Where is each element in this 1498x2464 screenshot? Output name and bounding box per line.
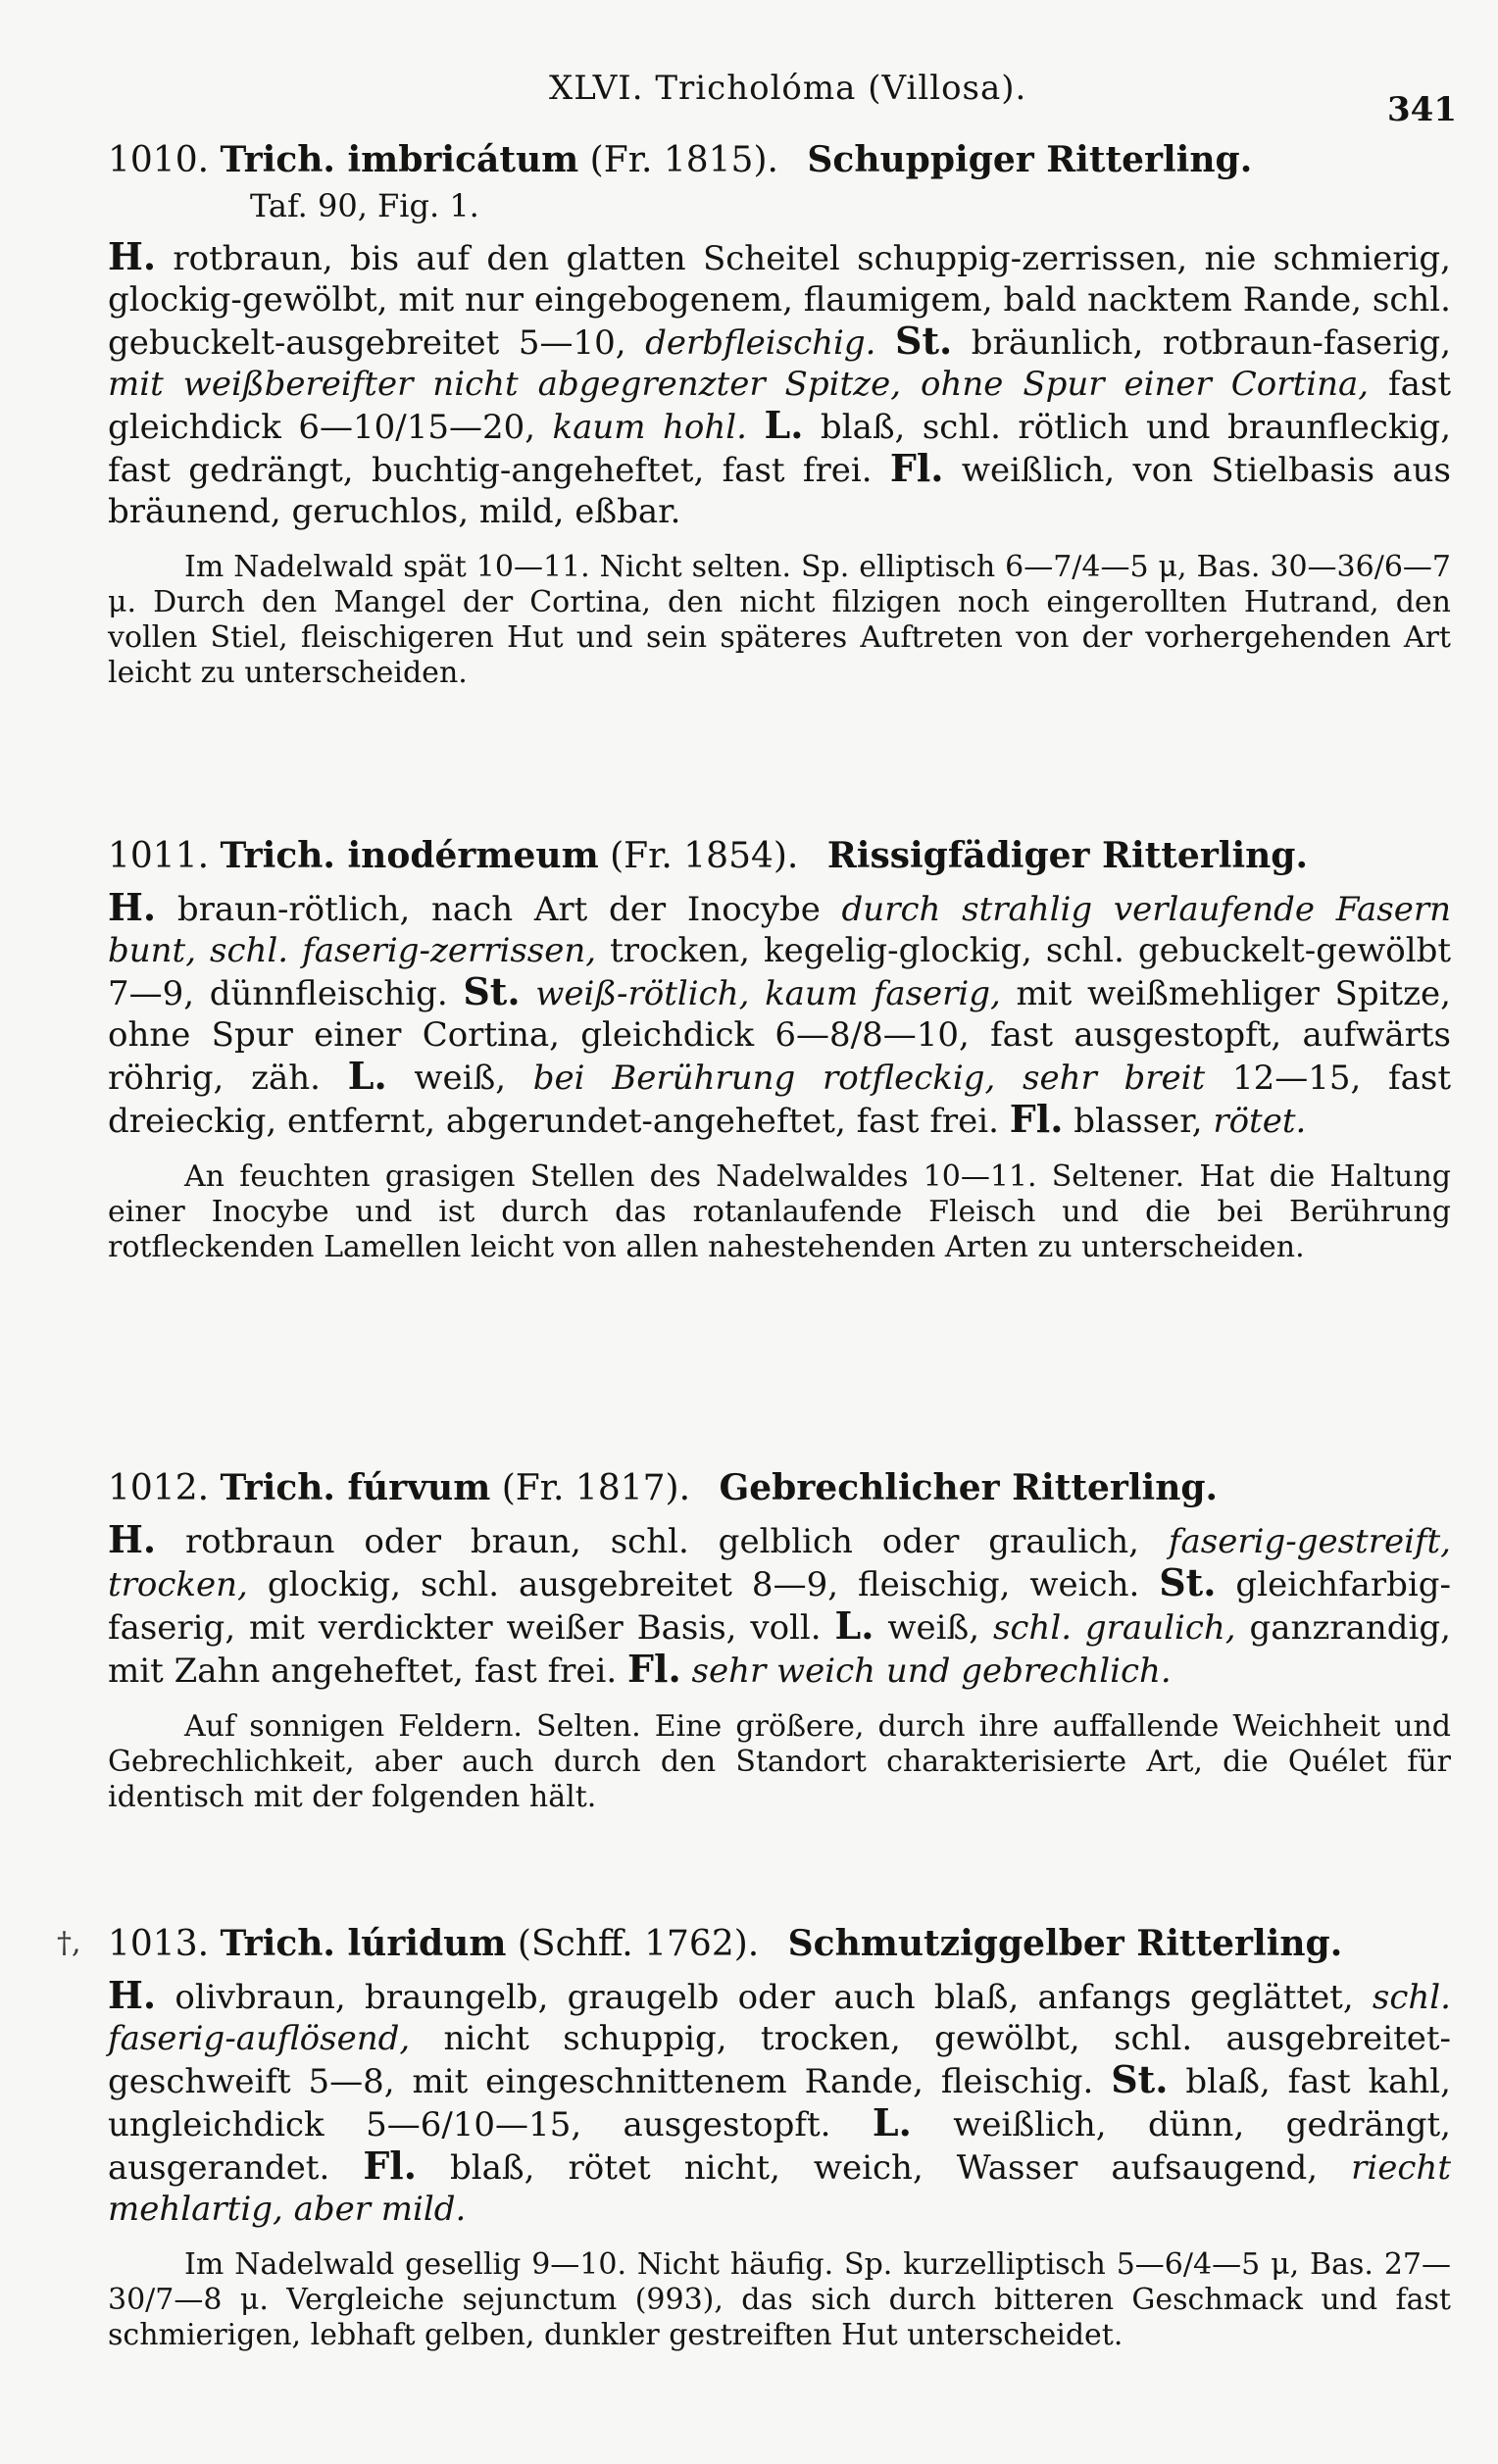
emphasized-text: durch strahlig verlaufende Fasern bunt, schl. faserig-zerrissen, — [108, 890, 1451, 970]
plate-reference: Taf. 90, Fig. 1. — [250, 187, 479, 224]
latin-name: Trich. imbricátum — [220, 139, 579, 180]
section-label: H. — [108, 234, 157, 278]
author-citation: (Fr. 1817). — [501, 1468, 691, 1508]
german-name: Rissigfädiger Ritterling. — [826, 835, 1309, 876]
section-label: Fl. — [627, 1647, 681, 1691]
section-label: H. — [108, 1517, 157, 1561]
description-text: bräunlich, rotbraun-faserig, — [952, 323, 1451, 363]
description-text: blaß, schl. rötlich und braunfleckig, fast gedrängt, buchtig-angeheftet, fast frei. — [108, 408, 1451, 490]
entry-number: 1012. — [108, 1468, 210, 1508]
species-entry-1012 — [108, 1465, 1451, 1815]
species-description — [108, 887, 1451, 1142]
section-label: H. — [108, 1973, 157, 2017]
entry-number: 1010. — [108, 140, 210, 180]
habitat-note-text: Auf sonnigen Feldern. Selten. Eine größere, durch ihre auffallende Weichheit und Gebrechlichkeit, aber auch durch den Standort charakterisierte Art, die Quélet für identisch mit der folgenden hält. — [108, 1709, 1451, 1814]
emphasized-text: rötet. — [1213, 1102, 1307, 1141]
description-text: blaß, fast kahl, ungleichdick 5—6/10—15, ausgestopft. — [108, 2062, 1451, 2144]
section-label: L. — [872, 2100, 912, 2144]
species-entry-1011 — [108, 833, 1451, 1265]
species-description — [108, 1975, 1451, 2230]
section-label: St. — [1159, 1560, 1217, 1604]
description-text: braun-rötlich, nach Art der Inocybe — [156, 890, 842, 929]
description-text: weiß, — [874, 1608, 993, 1648]
emphasized-text: weiß-rötlich, kaum faserig, — [535, 974, 1017, 1013]
description-text: mit weißmehliger Spitze, ohne Spur einer Cortina, gleichdick 6—8/8—10, fast ausgestopft, aufwärts röhrig, zäh. — [108, 974, 1451, 1098]
entry-heading — [108, 1465, 1451, 1511]
description-text: 12—15, fast dreieckig, entfernt, abgerundet-angeheftet, fast frei. — [108, 1059, 1452, 1141]
entry-heading — [108, 1921, 1451, 1967]
description-text: blaß, rötet nicht, weich, Wasser aufsaugend, — [416, 2148, 1352, 2188]
emphasized-text: schl. faserig-auflösend, — [108, 1978, 1451, 2058]
emphasized-text: kaum hohl. — [552, 408, 765, 447]
latin-name: Trich. lúridum — [220, 1923, 507, 1964]
section-label: L. — [834, 1603, 874, 1648]
species-entry-1010 — [108, 137, 1451, 691]
habitat-note-text: An feuchten grasigen Stellen des Nadelwaldes 10—11. Seltener. Hat die Haltung einer Inocybe und ist durch das rotanlaufende Fleisch und die bei Berührung rotfleckenden Lamellen leicht von allen nahestehenden Arten zu unterscheiden. — [108, 1159, 1451, 1264]
description-text: glockig, schl. ausgebreitet 8—9, fleischig, weich. — [267, 1565, 1160, 1604]
german-name: Schmutziggelber Ritterling. — [787, 1923, 1343, 1964]
emphasized-text: riecht mehlartig, aber mild. — [108, 2148, 1451, 2229]
habitat-note-text: Im Nadelwald spät 10—11. Nicht selten. Sp. elliptisch 6—7/4—5 μ, Bas. 30—36/6—7 μ. Durch den Mangel der Cortina, den nicht filzigen noch eingerollten Hutrand, den vollen Stiel, fleischigeren Hut und sein späteres Auftreten von der vorhergehenden Art leicht zu unterscheiden. — [108, 550, 1451, 690]
description-text — [681, 1651, 692, 1691]
emphasized-text: mit weißbereifter nicht abgegrenzter Spitze, ohne Spur einer Cortina, — [108, 365, 1389, 404]
description-text: weißlich, dünn, gedrängt, ausgerandet. — [108, 2105, 1451, 2188]
running-title: XLVI. Tricholóma (Villosa). — [549, 69, 1027, 108]
german-name: Schuppiger Ritterling. — [807, 139, 1253, 180]
author-citation: (Fr. 1815). — [589, 140, 778, 180]
section-label: L. — [764, 403, 804, 447]
description-text: nicht schuppig, trocken, gewölbt, schl. ausgebreitet-geschweift 5—8, mit eingeschnittenem Rande, fleischig. — [108, 2019, 1452, 2101]
habitat-note-text: Im Nadelwald gesellig 9—10. Nicht häufig. Sp. kurzelliptisch 5—6/4—5 μ, Bas. 27—30/7—8 μ. Vergleiche sejunctum (993), das sich durch bitteren Geschmack und fast schmierigen, lebhaft gelben, dunkler gestreiften Hut unterscheidet. — [108, 2247, 1451, 2352]
habitat-note — [108, 1709, 1451, 1815]
entry-heading — [108, 137, 1451, 228]
description-text: gleichfarbig-faserig, mit verdickter weißer Basis, voll. — [108, 1565, 1451, 1648]
margin-mark: †, — [57, 1926, 81, 1960]
description-text: weißlich, von Stielbasis aus bräunend, geruchlos, mild, eßbar. — [108, 451, 1452, 531]
species-description — [108, 1519, 1451, 1692]
section-label: H. — [108, 885, 157, 929]
species-entry-1013 — [108, 1921, 1451, 2353]
description-text: rotbraun, bis auf den glatten Scheitel schuppig-zerrissen, nie schmierig, glockig-gewölbt, mit nur eingebogenem, flaumigem, bald nacktem Rande, schl. gebuckelt-ausgebreitet 5—10, — [108, 239, 1451, 363]
page-number: 341 — [1387, 90, 1457, 129]
emphasized-text: schl. graulich, — [992, 1608, 1250, 1648]
latin-name: Trich. inodérmeum — [220, 835, 599, 876]
emphasized-text: sehr weich und gebrechlich. — [691, 1651, 1172, 1691]
entry-number: 1011. — [108, 836, 210, 876]
description-text: rotbraun oder braun, schl. gelblich oder graulich, — [156, 1522, 1169, 1561]
description-text: blasser, — [1063, 1102, 1214, 1141]
author-citation: (Fr. 1854). — [610, 836, 799, 876]
species-description — [108, 236, 1451, 532]
author-citation: (Schff. 1762). — [517, 1924, 760, 1964]
description-text: weiß, — [386, 1059, 533, 1098]
description-text: fast gleichdick 6—10/15—20, — [108, 365, 1451, 447]
latin-name: Trich. fúrvum — [220, 1467, 491, 1508]
emphasized-text: derbfleischig. — [645, 323, 896, 363]
description-text — [521, 974, 536, 1013]
section-label: L. — [347, 1054, 387, 1098]
habitat-note — [108, 550, 1451, 691]
habitat-note — [108, 1159, 1451, 1265]
section-label: Fl. — [363, 2144, 417, 2188]
section-label: St. — [463, 969, 521, 1013]
section-label: Fl. — [889, 446, 944, 490]
description-text: trocken, kegelig-glockig, schl. gebuckelt-gewölbt 7—9, dünnfleischig. — [108, 931, 1451, 1013]
emphasized-text: faserig-gestreift, trocken, — [108, 1522, 1451, 1604]
description-text: olivbraun, braungelb, graugelb oder auch blaß, anfangs geglättet, — [156, 1978, 1373, 2017]
section-label: St. — [1111, 2057, 1169, 2101]
running-header — [0, 69, 1498, 127]
section-label: Fl. — [1009, 1097, 1064, 1141]
entry-heading — [108, 833, 1451, 879]
german-name: Gebrechlicher Ritterling. — [719, 1467, 1219, 1508]
habitat-note — [108, 2247, 1451, 2353]
description-text: ganzrandig, mit Zahn angeheftet, fast frei. — [108, 1608, 1451, 1691]
emphasized-text: bei Berührung rotfleckig, sehr breit — [532, 1059, 1232, 1098]
entry-number: 1013. — [108, 1924, 210, 1964]
section-label: St. — [895, 319, 953, 363]
